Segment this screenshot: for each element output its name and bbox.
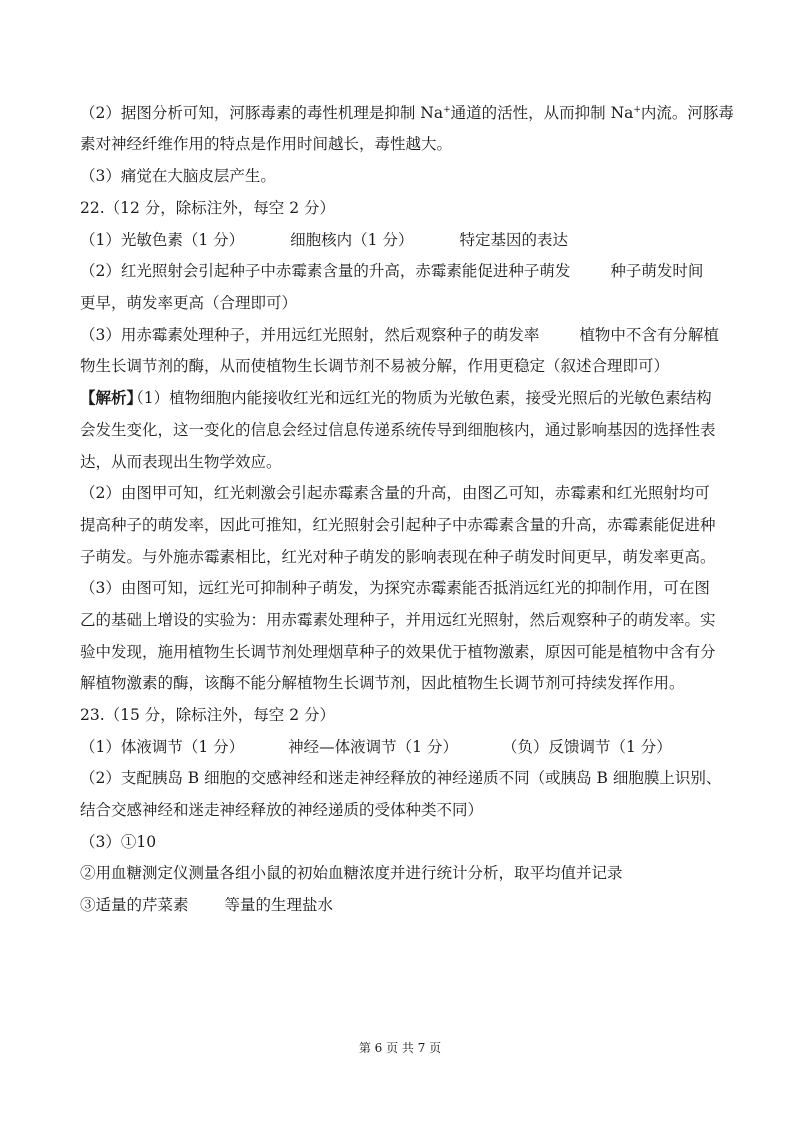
answer-blank: （3）用赤霉素处理种子，并用远红光照射，然后观察种子的萌发率 bbox=[80, 326, 540, 344]
superscript: + bbox=[443, 104, 451, 115]
q23-answer2-line1: （2）支配胰岛 B 细胞的交感神经和迷走神经释放的神经递质不同（或胰岛 B 细胞膜上识别、 bbox=[80, 769, 722, 787]
answer-blank: （1）光敏色素（1 分） bbox=[80, 231, 245, 249]
answer-blank: 神经—体液调节（1 分） bbox=[288, 738, 458, 756]
q22-analysis-line4: （2）由图甲可知，红光刺激会引起赤霉素含量的升高，由图乙可知，赤霉素和红光照射均可 bbox=[80, 484, 710, 502]
answer-blank: （2）红光照射会引起种子中赤霉素含量的升高，赤霉素能促进种子萌发 bbox=[80, 262, 571, 280]
answer-blank: 等量的生理盐水 bbox=[224, 896, 334, 914]
q22-analysis-line10: 解植物激素的酶，该酶不能分解植物生长调节剂，因此植物生长调节剂可持续发挥作用。 bbox=[80, 674, 685, 692]
answer-blank: 特定基因的表达 bbox=[459, 231, 568, 249]
q23-answer3-line1: （3）①10 bbox=[80, 833, 157, 851]
q22-analysis-line7: （3）由图可知，远红光可抑制种子萌发，为探究赤霉素能否抵消远红光的抑制作用，可在图 bbox=[80, 579, 710, 597]
text: （2）据图分析可知，河豚毒素的毒性机理是抑制 Na bbox=[80, 104, 444, 122]
q21-part2-line1 bbox=[80, 103, 735, 123]
q22-answer2-line1 bbox=[80, 261, 735, 281]
answer-blank: （负）反馈调节（1 分） bbox=[501, 738, 672, 756]
q22-analysis-line3: 达，从而表现出生物学效应。 bbox=[80, 453, 282, 471]
q23-answer3-line2: ②用血糖测定仪测量各组小鼠的初始血糖浓度并进行统计分析，取平均值并记录 bbox=[80, 864, 623, 882]
q23-answer1 bbox=[80, 737, 735, 757]
q22-analysis-line2: 会发生变化，这一变化的信息会经过信息传递系统传导到细胞核内，通过影响基因的选择性表 bbox=[80, 421, 716, 439]
q22-answer3-line1 bbox=[80, 325, 735, 345]
q22-analysis-line6: 子萌发。与外施赤霉素相比，红光对种子萌发的影响表现在种子萌发时间更早，萌发率更高。 bbox=[80, 548, 716, 566]
text: 通道的活性，从而抑制 Na bbox=[450, 104, 634, 122]
answer-blank: 植物中不含有分解植 bbox=[579, 326, 719, 344]
q22-answer2-line2: 更早，萌发率更高（合理即可） bbox=[80, 294, 298, 312]
q21-part2-line2: 素对神经纤维作用的特点是作用时间越长，毒性越大。 bbox=[80, 135, 453, 153]
q22-analysis-line9: 验中发现，施用植物生长调节剂处理烟草种子的效果优于植物激素，原因可能是植物中含有分 bbox=[80, 643, 716, 661]
answer-blank: ③适量的芹菜素 bbox=[80, 896, 189, 914]
q22-analysis-line5: 提高种子的萌发率，因此可推知，红光照射会引起种子中赤霉素含量的升高，赤霉素能促进种 bbox=[80, 516, 716, 534]
q23-answer2-line2: 结合交感神经和迷走神经释放的神经递质的受体种类不同） bbox=[80, 801, 484, 819]
page-number: 第 6 页 共 7 页 bbox=[358, 1041, 442, 1055]
answer-blank: 细胞核内（1 分） bbox=[290, 231, 414, 249]
text: 内流。河豚毒 bbox=[640, 104, 734, 122]
analysis-label: 【解析】 bbox=[80, 388, 143, 407]
q21-part3: （3）痛觉在大脑皮层产生。 bbox=[80, 167, 276, 185]
answer-blank: 种子萌发时间 bbox=[610, 262, 704, 280]
text: （1）植物细胞内能接收红光和远红光的物质为光敏色素，接受光照后的光敏色素结构 bbox=[136, 389, 712, 407]
q22-analysis-line1 bbox=[80, 388, 735, 408]
q22-answer1 bbox=[80, 230, 735, 250]
answer-blank: （1）体液调节（1 分） bbox=[80, 738, 245, 756]
q22-header: 22.（12 分，除标注外，每空 2 分） bbox=[80, 199, 336, 217]
q22-answer3-line2: 物生长调节剂的酶，从而使植物生长调节剂不易被分解，作用更稳定（叙述合理即可） bbox=[80, 357, 670, 375]
superscript: + bbox=[633, 104, 641, 115]
q23-answer3-line3 bbox=[80, 895, 735, 915]
q22-analysis-line8: 乙的基础上增设的实验为：用赤霉素处理种子，并用远红光照射，然后观察种子的萌发率。实 bbox=[80, 611, 716, 629]
q23-header: 23.（15 分，除标注外，每空 2 分） bbox=[80, 706, 336, 724]
